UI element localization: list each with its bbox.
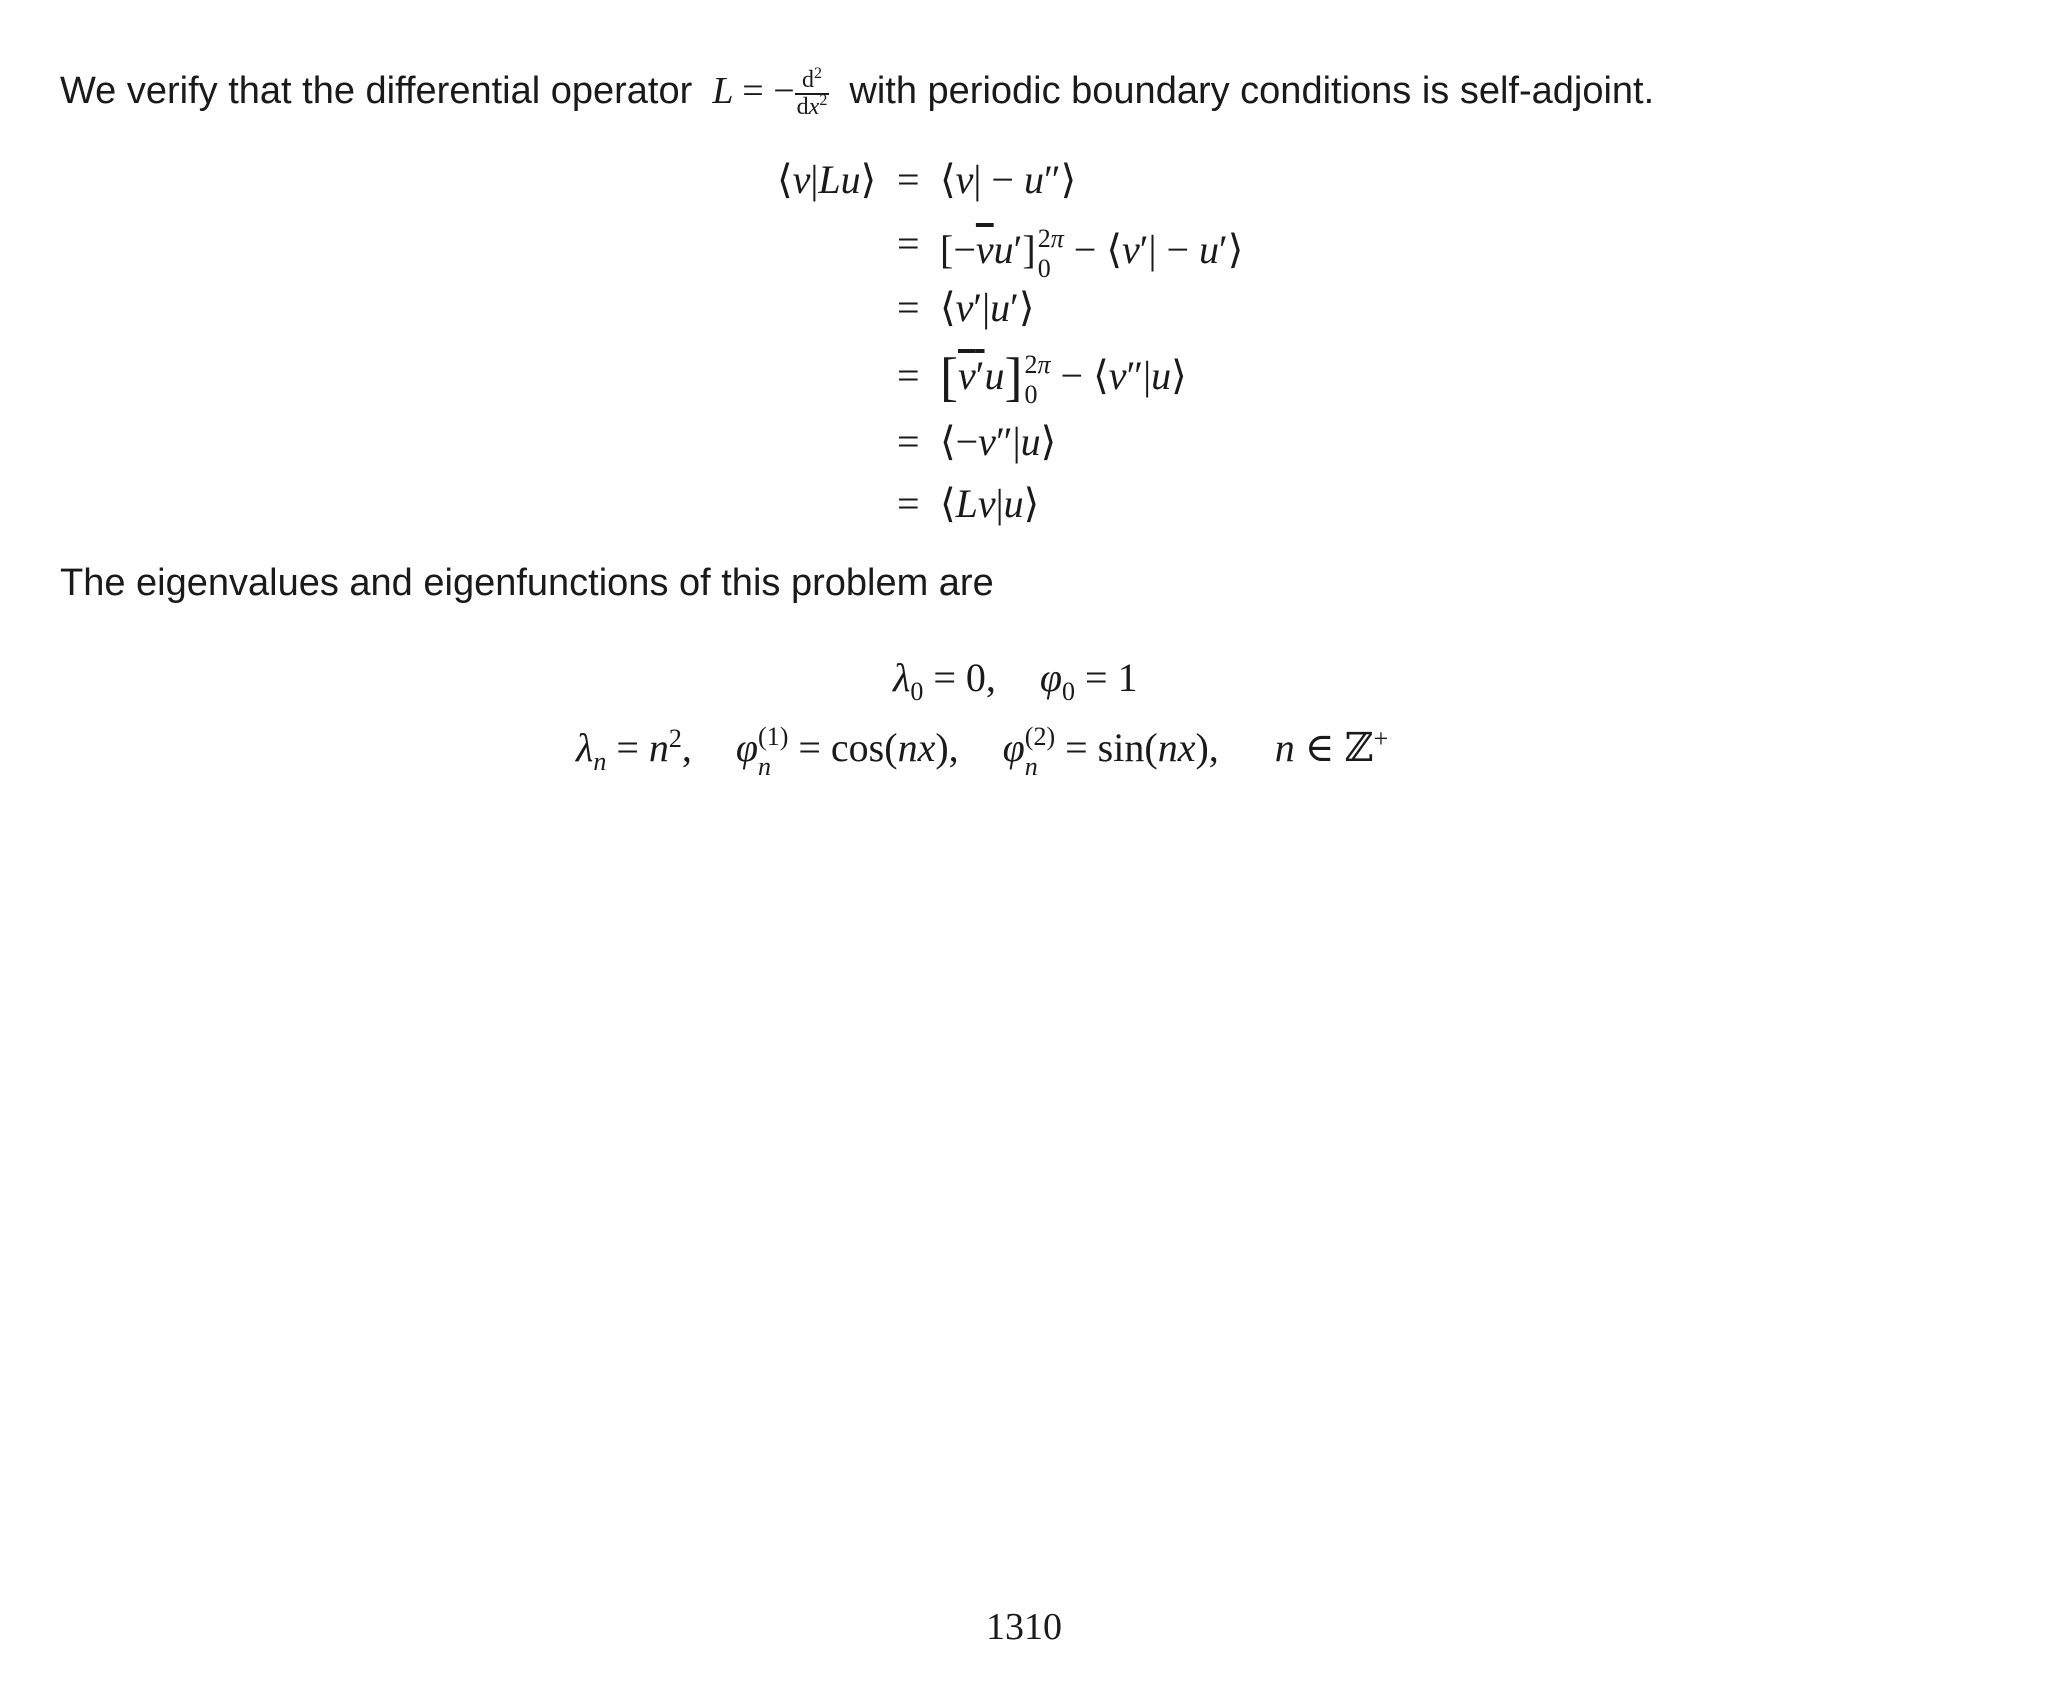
operator-definition: L = − $\frac{d^2}{dx^2}$ — [702, 65, 828, 121]
derivation-step-5: ⟨−v″|u⟩ — [940, 419, 1057, 464]
page-number: 1310 — [986, 1606, 1062, 1648]
intro-text-after: with periodic boundary conditions is self-adjoint. — [849, 69, 1655, 112]
eigen-line-2: $\lambda_n = n^2$, φ (1) n = cos(nx), φ (2) n = sin(nx), n ∈ ℤ+ — [576, 722, 1389, 781]
intro-text-before: We verify that the differential operator — [60, 69, 693, 112]
equals-sign: = — [897, 157, 920, 202]
derivation-lhs: ⟨v|Lu⟩ — [777, 157, 877, 202]
derivation-step-2: $[-\overline{v}u']$ 2π 0 − ⟨v′| − u′⟩ — [940, 224, 1244, 283]
equals-sign: = — [897, 419, 920, 464]
equals-sign: = — [897, 221, 920, 266]
derivation-step-1: ⟨v| − u″⟩ — [940, 157, 1077, 202]
derivation-step-4: [v′u] 2π 0 − ⟨v″|u⟩ — [940, 347, 1187, 409]
eigen-intro-text: The eigenvalues and eigenfunctions of this problem are — [60, 562, 994, 604]
derivation-step-6: ⟨Lv|u⟩ — [940, 481, 1040, 526]
equals-sign: = — [897, 285, 920, 330]
intro-paragraph — [60, 65, 1655, 121]
derivation-step-3: ⟨v′|u′⟩ — [940, 285, 1035, 330]
equals-sign: = — [897, 353, 920, 398]
eigen-line-1: $\lambda_0 = 0$, $\varphi_0 = 1$ — [893, 655, 1138, 706]
equals-sign: = — [897, 481, 920, 526]
